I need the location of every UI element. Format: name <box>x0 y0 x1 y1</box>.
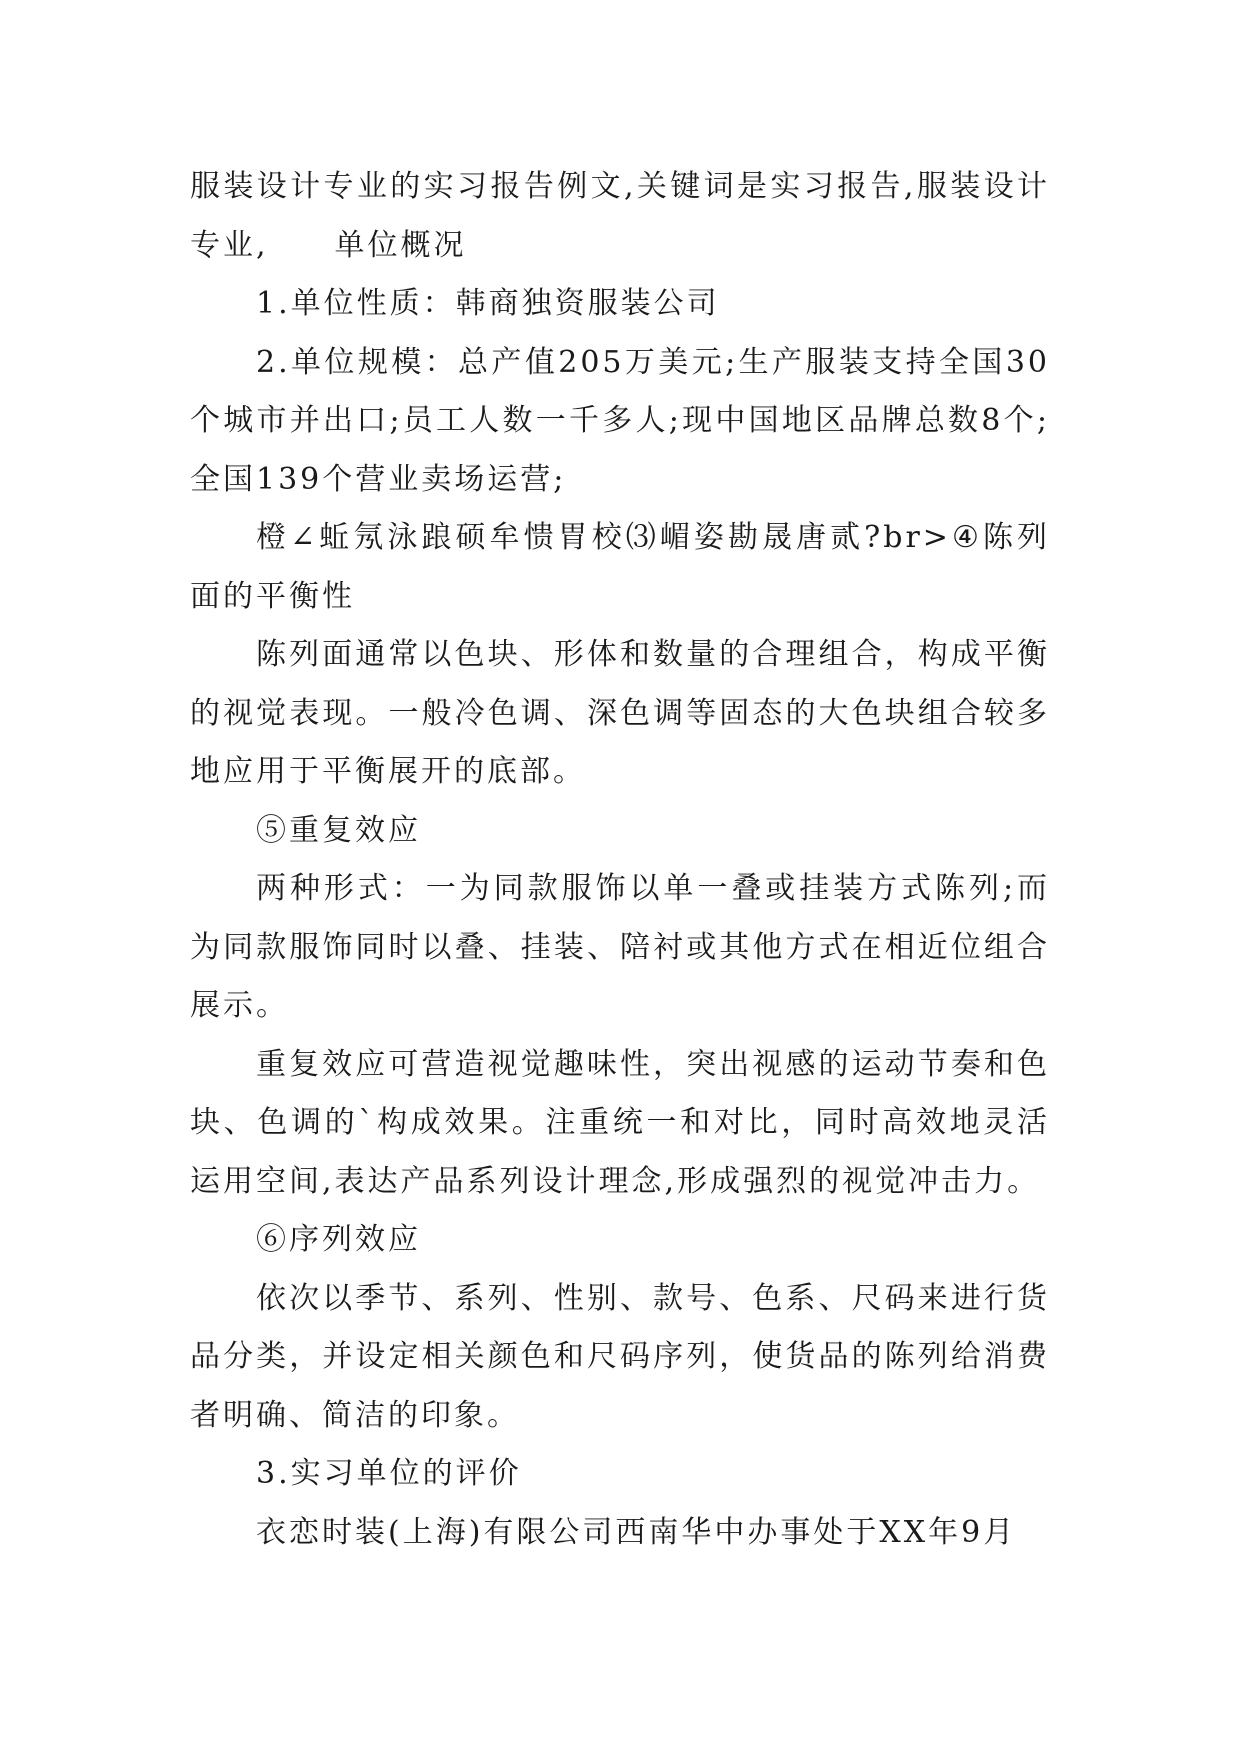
document-page <box>190 158 1050 1562</box>
paragraph-unit-nature: 1.单位性质：韩商独资服装公司 <box>256 286 720 321</box>
paragraph-intro: 服装设计专业的实习报告例文,关键词是实习报告,服装设计专业, 单位概况 <box>190 169 1050 263</box>
paragraph-sequence-desc: 依次以季节、系列、性别、款号、色系、尺码来进行货品分类，并设定相关颜色和尺码序列，使货品的陈列给消费者明确、简洁的印象。 <box>190 1280 1050 1433</box>
paragraph-balance-desc: 陈列面通常以色块、形体和数量的合理组合，构成平衡的视觉表现。一般冷色调、深色调等固态的大色块组合较多地应用于平衡展开的底部。 <box>190 637 1050 789</box>
paragraph-repeat-forms: 两种形式：一为同款服饰以单一叠或挂装方式陈列;而为同款服饰同时以叠、挂装、陪衬或其他方式在相近位组合展示。 <box>190 871 1050 1023</box>
paragraph-unit-scale: 2.单位规模：总产值205万美元;生产服装支持全国30个城市并出口;员工人数一千多人;现中国地区品牌总数8个;全国139个营业卖场运营; <box>190 344 1050 497</box>
paragraph-repeat-effect: 重复效应可营造视觉趣味性，突出视感的运动节奏和色块、色调的`构成效果。注重统一和对比，同时高效地灵活运用空间,表达产品系列设计理念,形成强烈的视觉冲击力。 <box>190 1046 1050 1199</box>
paragraph-evaluation-heading: 3.实习单位的评价 <box>256 1456 522 1491</box>
paragraph-evaluation-start: 衣恋时装(上海)有限公司西南华中办事处于XX年9月 <box>256 1514 1017 1550</box>
paragraph-repeat-heading: ⑤重复效应 <box>256 812 421 848</box>
paragraph-garbled-balance: 橙∠蚯氖泳踉硕牟愦胃校⑶嵋姿勘晟唐贰?br>④陈列面的平衡性 <box>190 520 1050 614</box>
paragraph-sequence-heading: ⑥序列效应 <box>256 1222 421 1257</box>
